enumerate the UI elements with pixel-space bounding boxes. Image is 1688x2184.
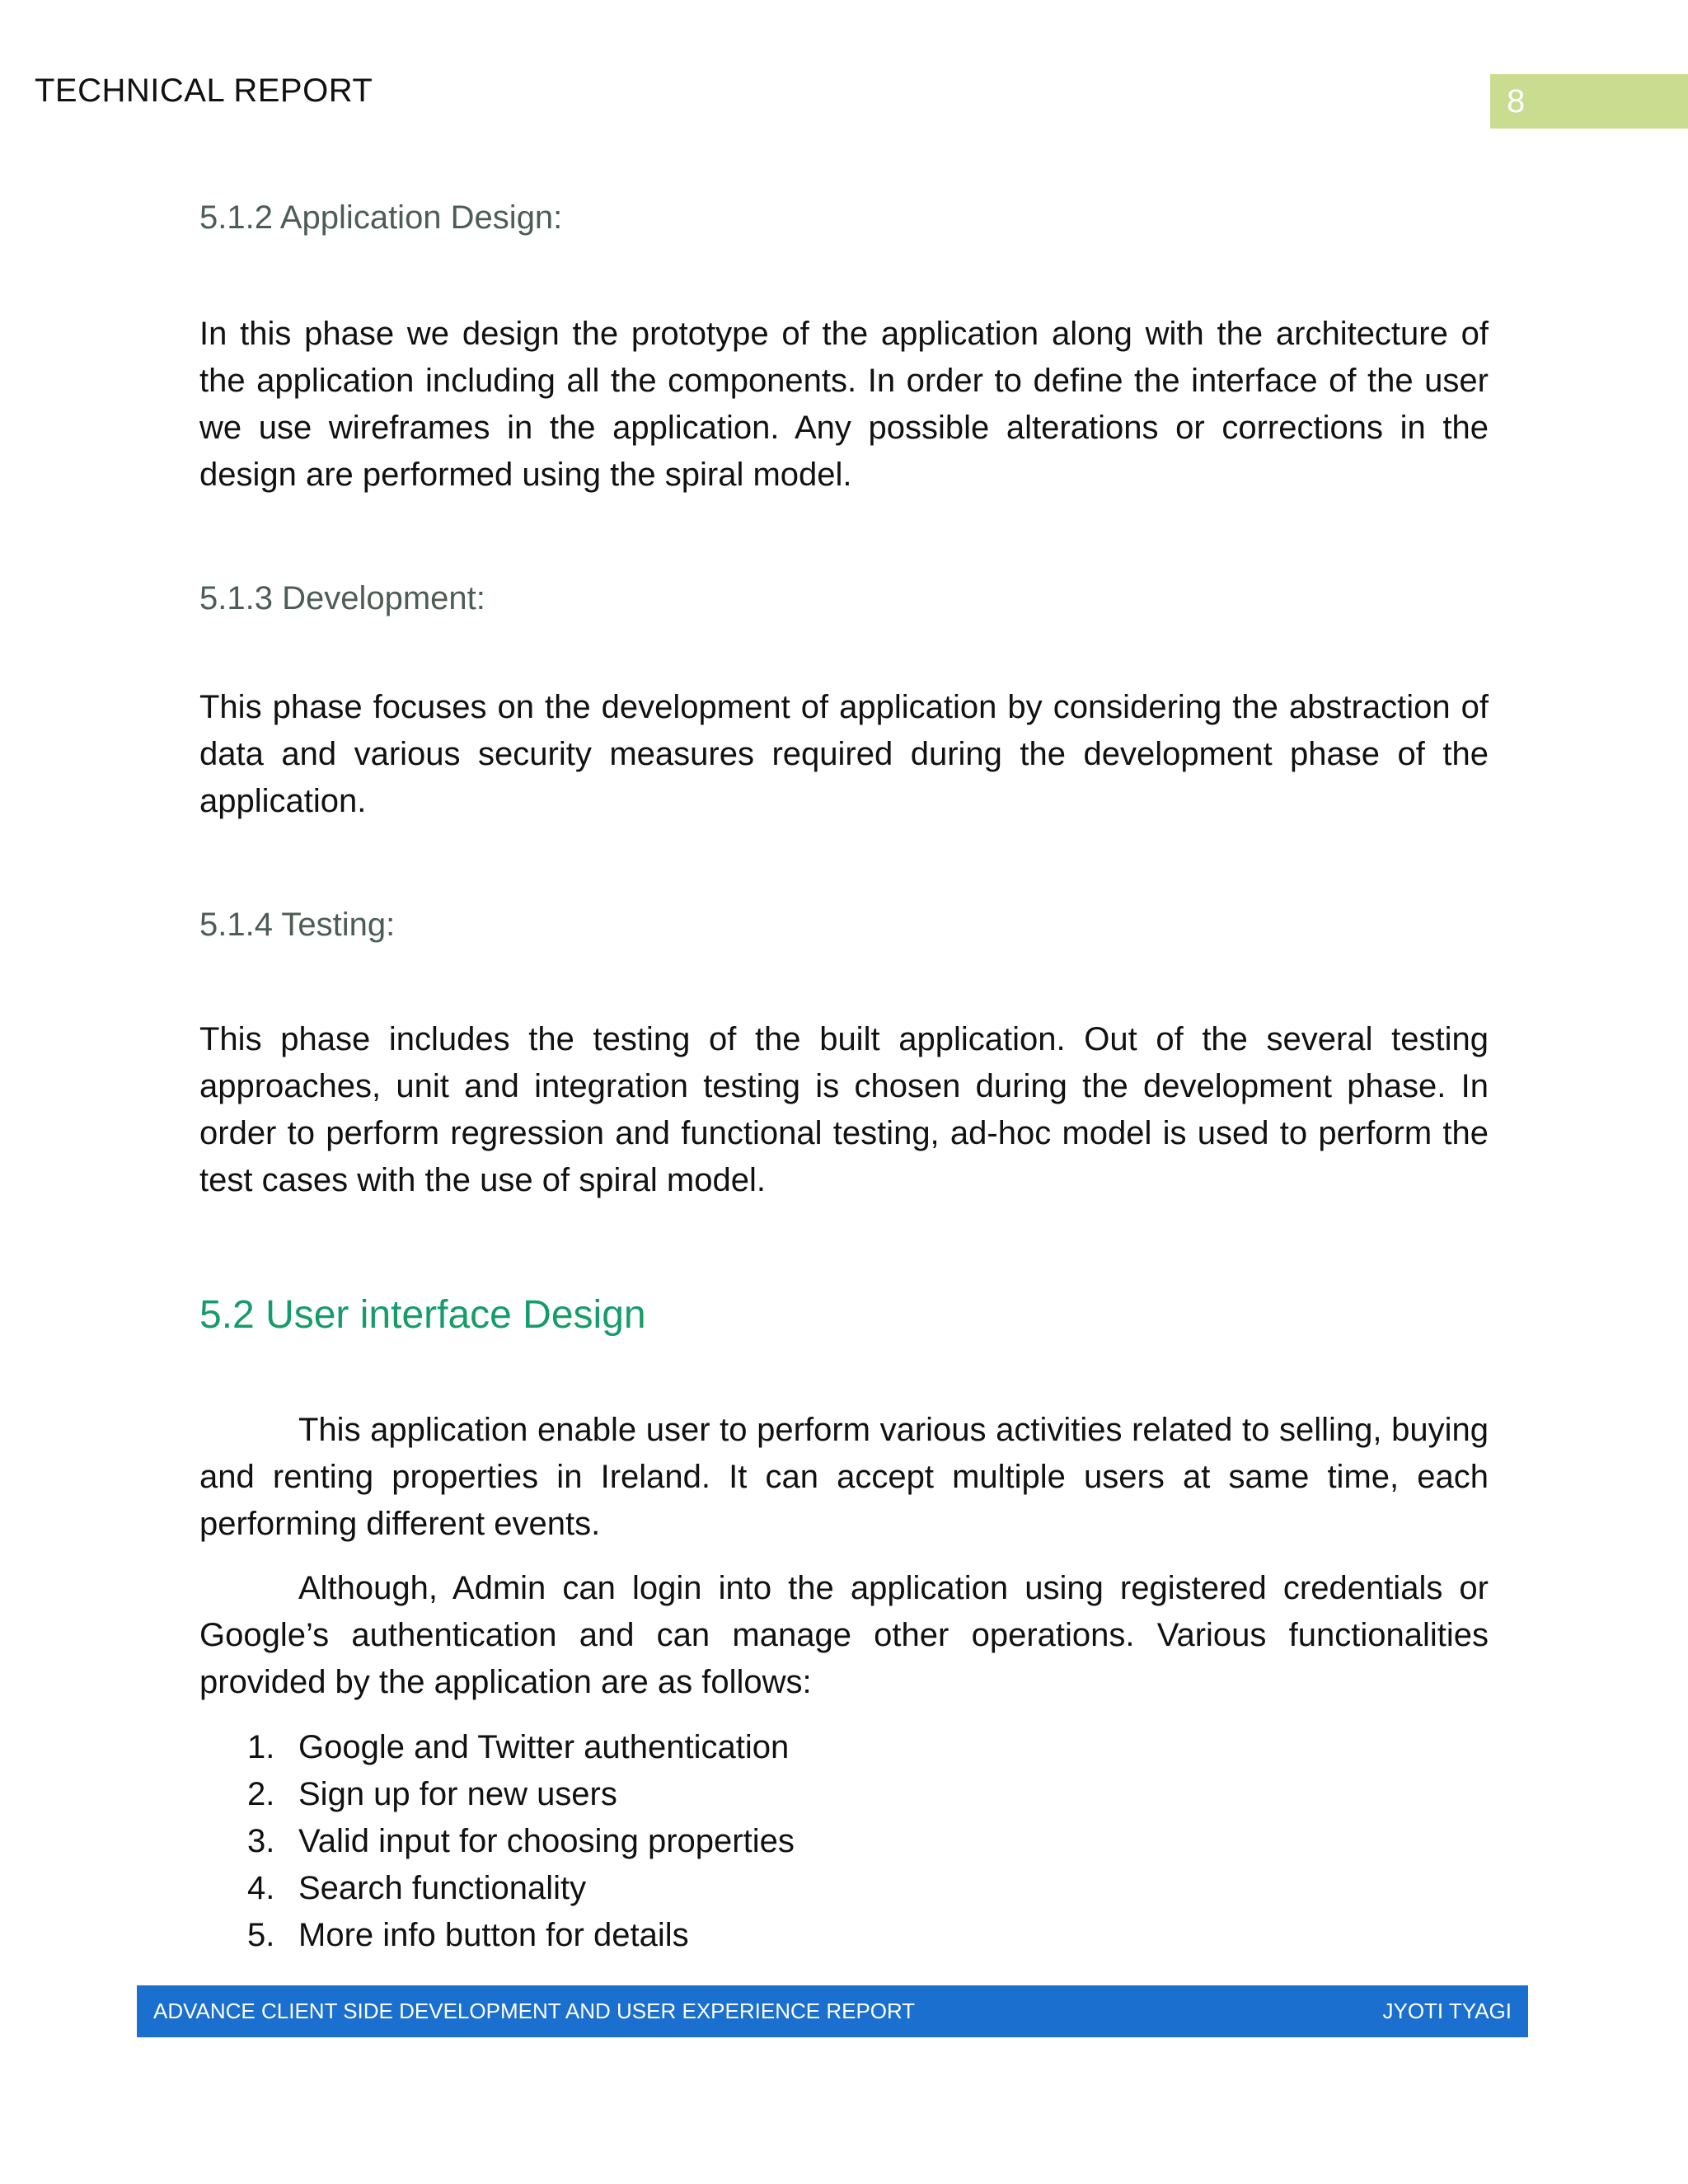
paragraph-ui-intro: This application enable user to perform various activities related to selling, buying and renting properties in Ireland. It can accept multiple users at same time, each performing different events.: [199, 1412, 1489, 1542]
list-item-text: Valid input for choosing properties: [298, 1823, 795, 1859]
list-item-number: 3.: [247, 1823, 275, 1859]
list-item-number: 5.: [247, 1917, 275, 1953]
footer-bar: [137, 1985, 1528, 2037]
heading-user-interface-design: 5.2 User interface Design: [199, 1293, 646, 1337]
heading-testing: 5.1.4 Testing:: [199, 907, 396, 943]
paragraph-ui-admin: Although, Admin can login into the application using registered credentials or Google’s authentication and can manage other operations. Various functionalities provided by the application are as follows:: [199, 1570, 1489, 1700]
heading-application-design: 5.1.2 Application Design:: [199, 199, 563, 236]
list-item: [199, 1818, 1489, 1865]
list-item-number: 1.: [247, 1729, 275, 1765]
list-item-text: Search functionality: [298, 1870, 587, 1906]
page-number-badge: 8: [1490, 74, 1688, 129]
list-item-number: 2.: [247, 1776, 275, 1812]
paragraph-testing: This phase includes the testing of the built application. Out of the several testing approaches, unit and integration testing is chosen during the development phase. In order to perform regression and functional testing, ad-hoc model is used to perform the test cases with the use of spiral model.: [199, 1021, 1489, 1198]
footer-report-title: ADVANCE CLIENT SIDE DEVELOPMENT AND USER EXPERIENCE REPORT: [153, 1999, 916, 2023]
heading-development: 5.1.3 Development:: [199, 580, 485, 616]
list-item: [199, 1912, 1489, 1959]
paragraph-development: This phase focuses on the development of application by considering the abstraction of data and various security measures required during the development phase of the application.: [199, 689, 1489, 819]
paragraph-application-design: In this phase we design the prototype of the application along with the architecture of the application including all the components. In order to define the interface of the user we use wireframes in the application. Any possible alterations or corrections in the design are performed using the spiral model.: [199, 316, 1489, 493]
list-item: [199, 1771, 1489, 1818]
list-item: [199, 1865, 1489, 1912]
functionality-list: [199, 1724, 1489, 1959]
header-title: TECHNICAL REPORT: [35, 73, 373, 109]
list-item-text: Google and Twitter authentication: [298, 1729, 790, 1765]
list-item-text: Sign up for new users: [298, 1776, 617, 1812]
list-item-text: More info button for details: [298, 1917, 689, 1953]
list-item: [199, 1724, 1489, 1771]
list-item-number: 4.: [247, 1870, 275, 1906]
footer-author: JYOTI TYAGI: [1382, 1999, 1512, 2023]
